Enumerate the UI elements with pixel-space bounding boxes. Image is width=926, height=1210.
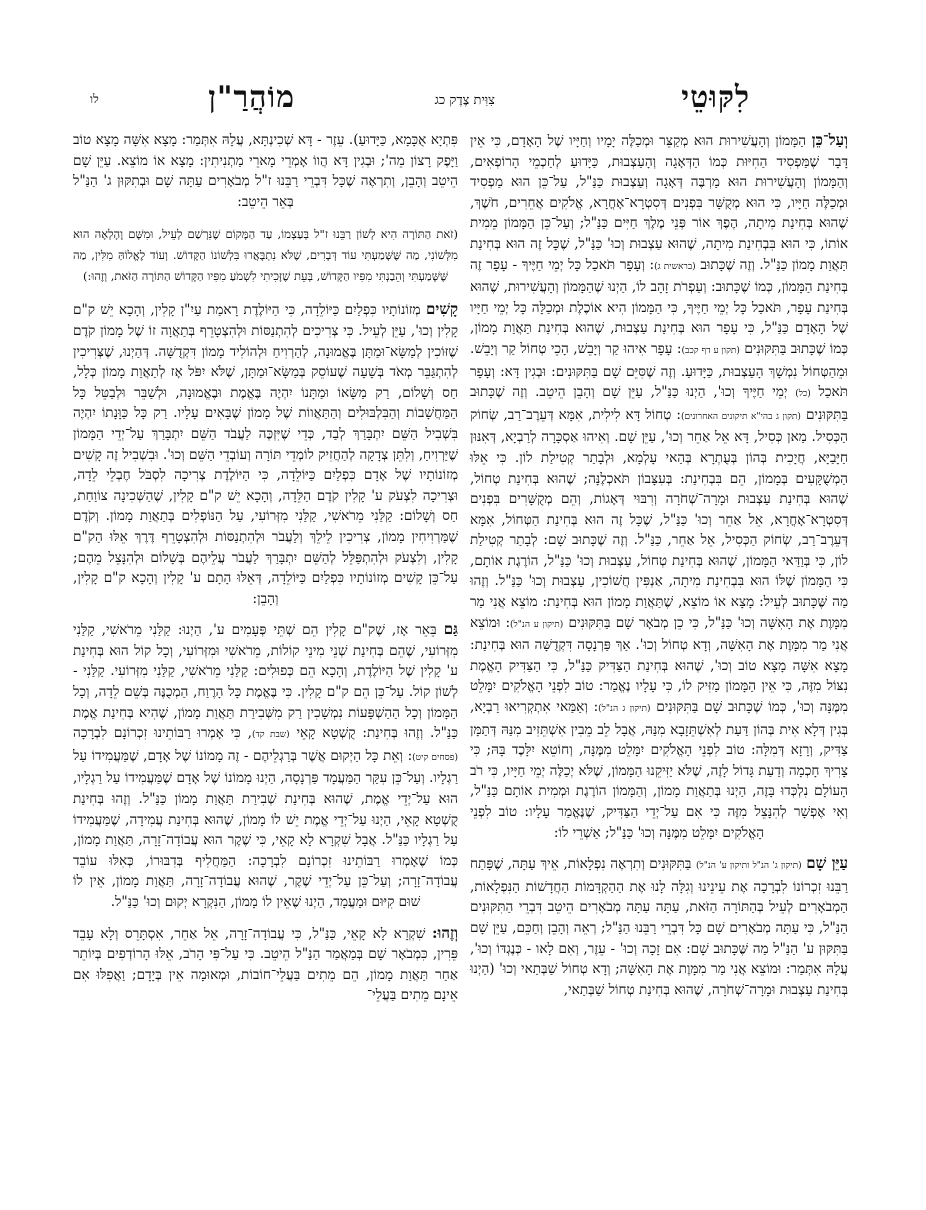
- paragraph-pitya-ukama: [73, 130, 458, 212]
- paragraph-gam: [73, 619, 458, 912]
- header-title-likutei: לִקּוּטֵי: [681, 80, 750, 115]
- paragraph-text: מְזוֹנוֹתָיו כִּפְלַיִם כַּיּוֹלֵדָה, כִּי הַיּוֹלֶדֶת רָאמַת עַיִ"ן קָלִין, וְהָכָא יֵשׁ ק"ם קָלִין וְכוּ', עַיֵּן לְעֵיל. כִּי צְרִיכִים לְהִתְנַסּוֹת וּלְהִצְטָרֵף בְּתַאֲוָה זוֹ שֶׁל מָמוֹן קֹדֶם שֶׁזּוֹכִין לְמַשָּׂא־וּמַתָּן בֶּאֱמוּנָה, לְהַרְוִיחַ וּלְהוֹלִיד מָמוֹן דִּקְדֻשָּׁה. דְּהַיְנוּ, שֶׁצְּרִיכִין לְהִתְגַּבֵּר מְאֹד בְּשָׁעָה שֶׁעוֹסֵק בְּמַשָּׂא־וּמַתָּן, שֶׁלֹּא יִפֹּל אָז לְתַאֲוַת מָמוֹן כְּלָל, חַס וְשָׁלוֹם, רַק מַשָּׂאוֹ וּמַתָּנוֹ יִהְיֶה בֶּאֱמֶת וּבֶאֱמוּנָה, וּלְשַׁבֵּר וּלְבַטֵּל כָּל הַמַּחֲשָׁבוֹת וְהַבִּלְבּוּלִים וְהַתַּאֲווֹת שֶׁל מָמוֹן שֶׁבָּאִים עָלָיו. רַק כָּל כַּוָּנָתוֹ יִהְיֶה בִּשְׁבִיל הַשֵּׁם יִתְבָּרַךְ לְבַד, כְּדֵי שֶׁיִּזְכֶּה לַעֲבֹד הַשֵּׁם יִתְבָּרַךְ עַל־יְדֵי הַמָּמוֹן שֶׁיַּרְוִיחַ, וְלִתֵּן צְדָקָה לְהַחֲזִיק לוֹמְדֵי תּוֹרָה וְעוֹבְדֵי הַשֵּׁם וְכוּ'. וּבִשְׁבִיל זֶה קָשִׁים מְזוֹנוֹתָיו שֶׁל אָדָם כִּפְלַיִם כַּיּוֹלֵדָה, כִּי הַיּוֹלֶדֶת צְרִיכָה לִסְבֹּל חֶבְלֵי לֵדָה, וּצְרִיכָה לִצְעֹק ע' קָלִין קֹדֶם הַלֵּדָה, וְהָכָא יֵשׁ ק"ם קָלִין, שֶׁהַשְּׁכִינָה צוֹוַחַת, חַס וְשָׁלוֹם: קַלַּנִי מֵרֹאשִׁי, קַלַּנִי מִזְּרוֹעִי, עַל הַנּוֹפְלִים בְּתַאֲוַת מָמוֹן. וְקֹדֶם שֶׁמַּרְוִיחִין מָמוֹן, צְרִיכִין לֵילֵךְ וְלַעֲבֹר וּלְהִתְנַסּוֹת וּלְהִצְטָרֵף דֶּרֶךְ אֵלּוּ הַק"ם קָלִין, וְלִצְעֹק וּלְהִתְפַּלֵּל לְהַשֵּׁם יִתְבָּרַךְ לַעֲבֹר עֲלֵיהֶם בְּשָׁלוֹם וּלְהִנָּצֵל מֵהֶם; עַל־כֵּן קָשִׁים מְזוֹנוֹתָיו כִּפְלַיִם כַּיּוֹלֵדָה, דְּאֵלּוּ הָתָם ע' קָלִין וְהָכָא ק"ם קָלִין, וְהָבֵן:: [73, 302, 458, 607]
- source-reference: (תיקון ג' הנ"ל ותיקון ע' הנ"ל): [696, 861, 802, 872]
- source-reference: (כל): [795, 389, 811, 400]
- left-column: [73, 130, 458, 1016]
- paragraph-text: פִּתְיָא אֻכָּמָא, כַּיָּדוּעַ). עֵזֶר - דָּא שְׁכִינְתָּא, עֲלָהּ אִתְּמַר: מָצָא אִשָּׁה מָצָא טוֹב וַיָּפֶק רָצוֹן מֵה'; וּבְגִין דָּא הֲווֹ אָמְרֵי מָארֵי מַתְנִיתִין: מָצָא אוֹ מוֹצֵא. עַיֵּן שָׁם הֵיטֵב וְהָבֵן, וְתִרְאֶה שֶׁכָּל דִּבְרֵי רַבֵּנוּ ז"ל מְבֹאָרִים עַתָּה שָׁם וּבְתִקּוּן ג' הַנַּ"ל בְּאֵר הֵיטֵב:: [73, 132, 458, 210]
- paragraph-text: : וְעָפָר תֹּאכַל כָּל יְמֵי חַיֶּיךָ - עָפָר זֶה בְּחִינַת הַמָּמוֹן, כְּמוֹ שֶׁכָּתוּב: וְעַפְרֹת זָהָב לוֹ, הַיְנוּ שֶׁהַמָּמוֹן וְהָעֲשִׁירוּת, שֶׁהוּא בְּחִינַת עָפָר, תֹּאכַל כָּל יְמֵי חַיֶּיךָ, כִּי הַמָּמוֹן הִיא אוֹכֶלֶת וּמְכַלָּה כָּל יְמֵי חַיָּיו שֶׁל הָאָדָם כַּנַּ"ל, כִּי עָפָר הוּא בְּחִינַת עַצְבוּת, שֶׁהוּא בְּחִינַת תַּאֲוַת מָמוֹן, כְּמוֹ שֶׁכָּתוּב בַּתִּקּוּנִים: [470, 256, 848, 357]
- paragraph-lead-word: וְעַל־כֵּן: [811, 131, 848, 149]
- source-reference: (תקון ע דף קכב): [681, 345, 740, 356]
- editorial-note: [73, 224, 458, 287]
- paragraph-kashim: [73, 299, 458, 609]
- paragraph-text: : וּמוֹצֵא אֲנִי מַר מִמָּוֶת אֶת הָאִשָּׁה, וְדָא טְחוֹל וְכוּ'. אַךְ פַּרְנָסָה דִּקְדֻשָּׁה הוּא בְּחִינַת: מָצָא אִשָּׁה מָצָא טוֹב וְכוּ', שֶׁהוּא בְּחִינַת הַצַּדִּיק כַּנַּ"ל, כִּי הַצַּדִּיק הָאֱמֶת נִצּוֹל מִזֶּה, כִּי אֵין הַמָּמוֹן מַזִּיק לוֹ, כִּי עָלָיו נֶאֱמַר: טוֹב לִפְנֵי הָאֱלֹקִים יִמָּלֵט מִמֶּנָּה וְכוּ', כְּמוֹ שֶׁכָּתוּב שָׁם בַּתִּקּוּנִים: [470, 614, 848, 716]
- paragraph-lead-word: גַּם: [443, 620, 458, 639]
- paragraph-text: : עָפָר אִיהוּ קַר וְיָבֵשׁ, הָכֵי טְחוֹל קַר וְיָבֵשׁ. וּמֵהַטְּחוֹל נִמְשָׁךְ הָעַצְבוּת, כַּיָּדוּעַ. וְזֶה שֶׁסִּיֵּם שָׁם בַּתִּקּוּנִים: וּבְגִין דָּא: וְעָפָר תֹּאכַל: [470, 340, 848, 401]
- source-reference: (פסחים קיט): [412, 752, 458, 763]
- paragraph-text: : וְאֵת כָּל הַיְקוּם אֲשֶׁר בְּרַגְלֵיהֶם - זֶה מָמוֹנוֹ שֶׁל אָדָם, שֶׁמַּעֲמִידוֹ עַל רַגְלָיו. וְעַל־כֵּן עִקַּר הַמַּעֲמָד פַּרְנָסָה, הַיְנוּ מָמוֹנוֹ שֶׁל אָדָם שֶׁמַּעֲמִידוֹ עַל רַגְלָיו, הוּא עַל־יְדֵי אֱמֶת, שֶׁהוּא בְּחִינַת שְׁבִירַת תַּאֲוַת מָמוֹן כַּנַּ"ל. וְזֶהוּ בְּחִינַת קֻשְׁטָא קָאֵי, הַיְנוּ עַל־יְדֵי אֱמֶת יֵשׁ לוֹ מָמוֹן, שֶׁהוּא בְּחִינַת עֲמִידָה, שֶׁמַּעֲמִידוֹ עַל רַגְלָיו כַּנַּ"ל. אֲבָל שִׁקְרָא לָא קָאֵי, כִּי שֶׁקֶר הוּא עֲבוֹדָה־זָרָה, תַּאֲוַת מָמוֹן, כְּמוֹ שֶׁאָמְרוּ רַבּוֹתֵינוּ זִכְרוֹנָם לִבְרָכָה: הַמַּחֲלִיף בְּדִבּוּרוֹ, כְּאִלּוּ עוֹבֵד עֲבוֹדָה־זָרָה; וְעַל־כֵּן עַל־יְדֵי שֶׁקֶר, שֶׁהוּא עֲבוֹדָה־זָרָה, תַּאֲוַת מָמוֹן, אֵין לוֹ שׁוּם קִיּוּם וּמַעֲמָד, הַיְנוּ שֶׁאֵין לוֹ מָמוֹן, הַנִּקְרָא יְקוּם וְכוּ' כַּנַּ"ל.: [73, 747, 458, 910]
- source-reference: (תיקון ע הנ"ל): [510, 619, 564, 630]
- paragraph-lead-word: קָשִׁים: [426, 300, 458, 319]
- paragraph-text: , כִּי אָמְרוּ רַבּוֹתֵינוּ זִכְרוֹנָם לִבְרָכָה: [73, 725, 252, 742]
- paragraph-ayen-sham: [470, 853, 848, 1000]
- paragraph-text: : טְחוֹל דָּא לִילִית, אִמָּא דְּעֵרֶב־רַב, שְׂחוֹק הַכְּסִיל. מַאן כְּסִיל, דָּא אֵל אַחֵר וְכוּ', עַיֵּן שָׁם. וְאִיהוּ אַסְכָּרָה לְרַבְיָא, דְּאִנּוּן חַיָּבַיָּא, חֲיָכִית בְּהוֹן בְּעֻתְרָא בְּהַאי עָלְמָא, וּלְבָתַר קְטִילַת לוֹן. כִּי אֵלּוּ הַמְשֻׁקָּעִים בְּמָמוֹן, הֵם בִּבְחִינַת: בְּעִצָּבוֹן תֹּאכְלֶנָּה; שֶׁהוּא בְּחִינַת טְחוֹל, שֶׁהוּא בְּחִינַת עַצְבוּת וּמָרָה־שְׁחֹרָה וְרִבּוּי דְּאָגוֹת, וְהֵם מְקֻשָּׁרִים בִּפְנִים דְּסִטְרָא־אָחֳרָא, אֵל אַחֵר וְכוּ' כַּנַּ"ל, שֶׁכָּל זֶה הוּא בְּחִינַת הַטְּחוֹל, אִמָּא דְּעֵרֶב־רַב, שְׂחוֹק הַכְּסִיל, אֵל אַחֵר, כַּנַּ"ל. וְזֶה שֶׁכָּתוּב שָׁם: לְבָתַר קְטִילַת לוֹן, כִּי בְּוַדַּאי הַמָּמוֹן, שֶׁהוּא בְּחִינַת טְחוֹל, עַצְבוּת וְכוּ' כַּנַּ"ל, הוֹרֶגֶת אוֹתָם, כִּי הַמָּמוֹן שֶׁלּוֹ הוּא בִּבְחִינַת מִיתָה, אַנְפִּין חֲשׁוֹכִין, עַצְבוּת וְכוּ' כַּנַּ"ל. וְזֶהוּ מַה שֶּׁכָּתוּב לְעֵיל: מָצָא אוֹ מוֹצֵא, שֶׁתַּאֲוַת מָמוֹן הוּא בְּחִינַת: מוֹצֵא אֲנִי מַר מִמָּוֶת אֶת הָאִשָּׁה וְכוּ' כַּנַּ"ל, כִּי כֵן מְבֹאָר שָׁם בַּתִּקּוּנִים: [470, 406, 848, 631]
- paragraph-lead-word: עַיֵּן שָׁם: [806, 854, 849, 873]
- source-reference: (תיקון ג הנ"ל): [598, 704, 651, 715]
- paragraph-lead-word: וְזֶהוּ:: [431, 923, 458, 942]
- right-column: [470, 130, 848, 1010]
- source-reference: (שבת קד): [251, 730, 290, 741]
- note-text: (זֹאת הַתּוֹרָה הִיא לְשׁוֹן רַבֵּנוּ ז"ל בְּעַצְמוֹ, עַד הַמָּקוֹם שֶׁנִּרְשַׁם לְעֵיל, וּמִשָּׁם וָהָלְאָה הוּא מִלְּשׁוֹנִי, מַה שֶּׁשָּׁמַעְתִּי עוֹד דְּבָרִים, שֶׁלֹּא נִתְבָּאֲרוּ בִּלְשׁוֹנוֹ הַקָּדוֹשׁ. וְעוֹד לֶאֱלוֹהַּ מִלִּין, מַה שֶּׁשָּׁמַעְתִּי וְהֵבַנְתִּי מִפִּיו הַקָּדוֹשׁ, בְּעֵת שֶׁזָּכִיתִי לִשְׁמֹעַ מִפִּיו הַקָּדוֹשׁ הַתּוֹרָה הַזֹּאת, וְזֶהוּ:): [73, 227, 458, 284]
- paragraph-text: הַמָּמוֹן וְהָעֲשִׁירוּת הוּא מְקַצֵּר וּמְכַלֶּה יָמָיו וְחַיָּיו שֶׁל הָאָדָם, כִּי אֵין דָּבָר שֶׁמַּפְסִיד הַחִיּוּת כְּמוֹ הַדְּאָגָה וְהָעַצְבוּת, כַּיָּדוּעַ לְחַכְמֵי הָרוֹפְאִים, וְהַמָּמוֹן וְהָעֲשִׁירוּת הוּא מַרְבֶּה דְּאָגָה וְעַצְבוּת כַּנַּ"ל, עַל־כֵּן הוּא מַפְסִיד וּמְכַלֶּה חַיָּיו, כִּי הוּא מְקֻשָּׁר בִּפְנִים דְּסִטְרָא־אָחֳרָא, אֱלֹקִים אֲחֵרִים, חֹשֶׁךְ, שֶׁהוּא בְּחִינַת מִיתָה, הֶפֶךְ אוֹר פְּנֵי מֶלֶךְ חַיִּים כַּנַּ"ל; וְעַל־כֵּן הַמָּמוֹן מֵמִית אוֹתוֹ, כִּי הוּא בִּבְחִינַת מִיתָה, שֶׁהוּא עַצְבוּת וְכוּ' כַּנַּ"ל, שֶׁכָּל זֶה הוּא בְּחִינַת תַּאֲוַת מָמוֹן כַּנַּ"ל. וְזֶה שֶׁכָּתוּב: [470, 133, 849, 273]
- header-title-moharan: מוֹהֲרַ"ן: [208, 80, 295, 115]
- paragraph-vezehu: [73, 923, 458, 1006]
- running-header: [70, 80, 860, 120]
- page-number: לו: [90, 92, 99, 106]
- paragraph-ve-al-ken: [470, 130, 848, 843]
- paragraph-text: שִׁקְרָא לָא קָאֵי, כַּנַּ"ל, כִּי עֲבוֹדָה־זָרָה, אֵל אַחֵר, אִסְתָּרֵס וְלָא עָבֵד פֵּרִין, כִּמְבֹאָר שָׁם בְּמַאֲמַר הַנַּ"ל הֵיטֵב. כִּי עַל־פִּי הָרֹב, אֵלּוּ הָרוֹדְפִים בְּיוֹתֵר אַחַר תַּאֲוַת מָמוֹן, הֵם מֵתִים בַּעֲלֵי־חוֹבוֹת, וּמְאוּמָה אֵין בְּיָדָם; וַאֲפִלּוּ אִם אֵינָם מֵתִים בַּעֲלֵי־: [73, 925, 458, 1004]
- header-section-name: צִוִּית צֶדֶק כג: [434, 93, 495, 108]
- source-reference: (בראשית ג): [654, 261, 696, 272]
- paragraph-text: בַּתִּקּוּנִים וְתִרְאֶה נִפְלָאוֹת, אֵיךְ עַתָּה, שֶׁפָּתַח רַבֵּנוּ זִכְרוֹנוֹ לִבְרָכָה אֶת עֵינֵינוּ וְגִלָּה לָנוּ אֶת הַהַקְדָּמוֹת הַחֲדָשׁוֹת הַנִּפְלָאוֹת, הַמְבֹאָרִים לְעֵיל בְּהַתּוֹרָה הַזֹּאת, עַתָּה עַתָּה מְבֹאָרִים הֵיטֵב דִּבְרֵי הַתִּקּוּנִים הַנַּ"ל, כִּי עַתָּה מְבֹאָרִים שָׁם כָּל דִּבְרֵי רַבֵּנוּ הַנַּ"ל; רְאֵה וְהָבֵן וְחַכֵּם, עַיֵּן שָׁם בַּתִּקּוּן ע' הַנַּ"ל מַה שֶּׁכָּתוּב שָׁם: אִם זָכָה וְכוּ' - עֵזֶר, וְאִם לָאו - כְּנֶגְדּוֹ וְכוּ', עֲלָהּ אִתְּמַר: וּמוֹצֵא אֲנִי מַר מִמָּוֶת אֶת הָאִשָּׁה; וְדָא טְחוֹל שַׁבְּתַאי וְכוּ' (הַיְנוּ בְּחִינַת עַצְבוּת וּמָרָה־שְׁחֹרָה, שֶׁהוּא בְּחִינַת טְחוֹל שַׁבְּתַאי,: [470, 856, 848, 998]
- paragraph-text: : וְאַמַּאי אִתְקְרִיאוּ רַבְיָא, בְּגִין דְּלָא אִית בְּהוֹן דַּעַת לְאִשְׁתֵּזָבָא מִנַּהּ, אֲבָל לֵב מֵבִין אִשְׁתֵּזִיב מִנַּהּ דְּתַמָּן צַדִּיק, וְרָזָא דְּמִלָּה: טוֹב לִפְנֵי הָאֱלֹקִים יִמָּלֵט מִמֶּנָּה, וְחוֹטֵא יִלָּכֶד בָּהּ; כִּי צָרִיךְ חָכְמָה וְדַעַת גָּדוֹל לָזֶה, שֶׁלֹּא יַזִּיקֵנוּ הַמָּמוֹן, שֶׁלֹּא יְכַלֶּה יְמֵי חַיָּיו, כִּי רֹב הָעוֹלָם נִלְכְּדוּ בָּזֶה, הַיְנוּ בְּתַאֲוַת מָמוֹן, וְהַמָּמוֹן הוֹרֶגֶת וּמְמִית אוֹתָם כַּנַּ"ל, וְאִי אֶפְשָׁר לְהִנָּצֵל מִזֶּה כִּי אִם עַל־יְדֵי הַצַּדִּיק, שֶׁנֶּאֱמַר עָלָיו: טוֹב לִפְנֵי הָאֱלֹקִים יִמָּלֵט מִמֶּנָּה וְכוּ' כַּנַּ"ל; אַשְׁרֵי לוֹ:: [470, 699, 848, 841]
- source-reference: (תקון ג בהי"א תיקונים האחרונים): [680, 411, 801, 422]
- paragraph-text: יְמֵי חַיֶּיךָ וְכוּ', הַיְנוּ כַּנַּ"ל, עַיֵּן שָׁם וְהָבֵן הֵיטֵב. וְזֶה שֶׁכָּתוּב בַּתִּקּוּנִים: [470, 384, 849, 423]
- paragraph-text: בֵּאֵר אָז, שֶׁק"ם קָלִין הֵם שְׁתֵּי פְּעָמִים ע', הַיְנוּ: קַלַּנִי מֵרֹאשִׁי, קַלַּנִי מִזְּרוֹעִי, שֶׁהֵם בְּחִינַת שְׁנֵי מִינֵי קוֹלוֹת, מֵרֹאשִׁי וּמִזְּרוֹעִי, וְכָל קוֹל הוּא בְּחִינַת ע' קָלִין שֶׁל הַיּוֹלֶדֶת, וְהָכָא הֵם כְּפוּלִים: קַלַּנִי מֵרֹאשִׁי, קַלַּנִי מִזְּרוֹעִי. קַלַּנִי - לְשׁוֹן קוֹל. עַל־כֵּן הֵם ק"ם קָלִין. כִּי בֶּאֱמֶת כָּל הָרֶוַח, הַמְכֻנֶּה בְּשֵׁם לֵדָה, וְכָל הַמָּמוֹן וְכָל הַהַשְׁפָּעוֹת נִמְשָׁכִין רַק מִשְּׁבִירַת תַּאֲוַת מָמוֹן, שֶׁהִיא בְּחִינַת אֱמֶת כַּנַּ"ל. וְזֶהוּ בְּחִינַת: קֻשְׁטָא קָאֵי: [73, 622, 458, 742]
